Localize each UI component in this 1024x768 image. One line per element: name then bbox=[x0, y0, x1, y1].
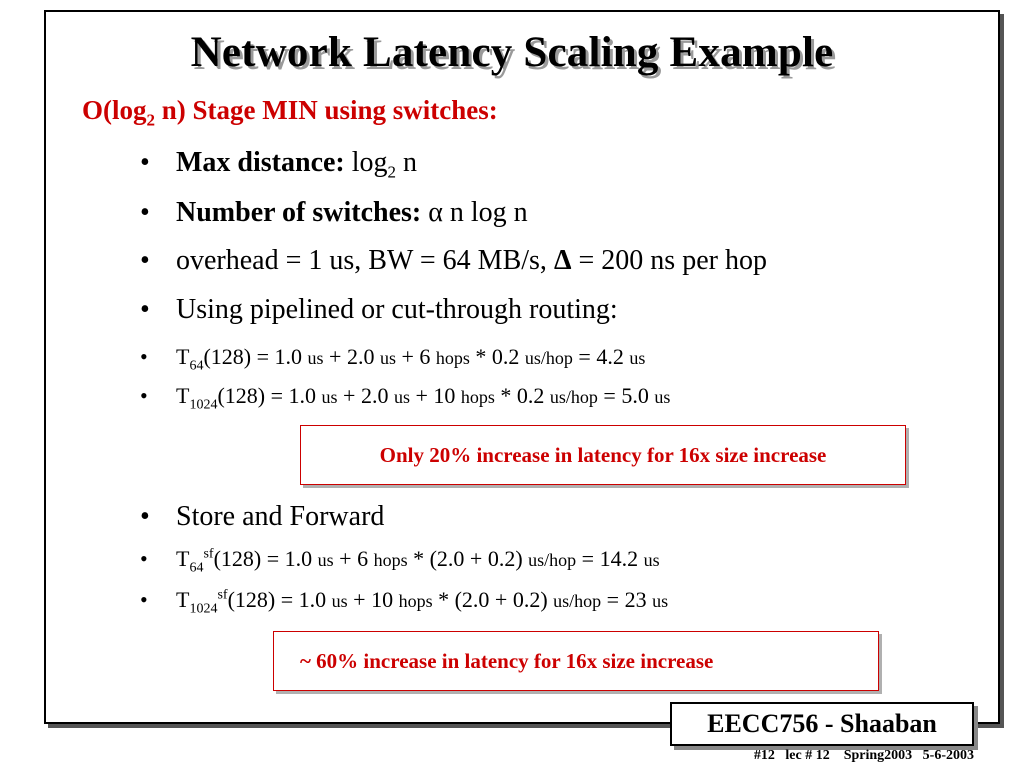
t1024sf-unit-3: us/hop bbox=[553, 591, 602, 611]
t1024-unit-4: us/hop bbox=[549, 387, 598, 407]
formula-t64 bbox=[140, 344, 646, 374]
bullet-dot: • bbox=[140, 344, 148, 369]
t64sf-unit-2: hops bbox=[373, 550, 408, 570]
t1024sf-sub: 1024 bbox=[189, 601, 218, 617]
t64sf-T: T bbox=[176, 546, 190, 571]
bullet-max-distance bbox=[140, 147, 418, 182]
t1024sf-unit-1: us bbox=[331, 591, 348, 611]
max-distance-post: n bbox=[396, 147, 418, 178]
t64-c: + 2.0 bbox=[323, 344, 380, 369]
callout-20-percent: Only 20% increase in latency for 16x size increase bbox=[300, 425, 906, 485]
store-forward-text: Store and Forward bbox=[176, 501, 385, 532]
bullet-dot: • bbox=[140, 383, 148, 408]
t1024-unit-3: hops bbox=[460, 387, 495, 407]
t1024sf-e: = 23 bbox=[601, 587, 653, 612]
t1024sf-b: (128) = 1.0 bbox=[227, 587, 332, 612]
t64-f: = 4.2 bbox=[572, 344, 630, 369]
formula-t1024 bbox=[140, 383, 671, 413]
t1024sf-c: + 10 bbox=[347, 587, 399, 612]
t64sf-b: (128) = 1.0 bbox=[213, 546, 318, 571]
t64-d: + 6 bbox=[395, 344, 436, 369]
t64-unit-2: us bbox=[379, 348, 396, 368]
t64sf-unit-4: us bbox=[643, 550, 660, 570]
t64sf-unit-1: us bbox=[317, 550, 334, 570]
slide-footer: #12 lec # 12 Spring2003 5-6-2003 bbox=[753, 748, 974, 763]
bullet-dot: • bbox=[140, 587, 148, 612]
num-switches-label: Number of switches: bbox=[176, 197, 422, 228]
t1024-c: + 2.0 bbox=[337, 383, 394, 408]
bullet-dot: • bbox=[140, 294, 150, 325]
t64-sub: 64 bbox=[189, 358, 204, 374]
t1024sf-T: T bbox=[176, 587, 190, 612]
subtitle-post: n) Stage MIN using switches: bbox=[155, 95, 498, 125]
t1024-d: + 10 bbox=[409, 383, 461, 408]
t64sf-c: + 6 bbox=[333, 546, 374, 571]
t1024sf-unit-2: hops bbox=[398, 591, 433, 611]
callout-60-percent: ~ 60% increase in latency for 16x size increase bbox=[273, 631, 879, 691]
max-distance-label: Max distance: bbox=[176, 147, 345, 178]
t64sf-e: = 14.2 bbox=[576, 546, 644, 571]
t64-e: * 0.2 bbox=[469, 344, 525, 369]
t64sf-sub: 64 bbox=[189, 560, 204, 576]
bullet-dot: • bbox=[140, 501, 150, 532]
max-distance-sub: 2 bbox=[387, 162, 397, 182]
num-switches-text: α n log n bbox=[421, 197, 528, 228]
slide-subtitle bbox=[82, 95, 498, 130]
t64-T: T bbox=[176, 344, 190, 369]
overhead-post: = 200 ns per hop bbox=[571, 245, 767, 276]
t1024-T: T bbox=[176, 383, 190, 408]
overhead-pre: overhead = 1 us, BW = 64 MB/s, bbox=[176, 245, 554, 276]
t1024-unit-1: us bbox=[321, 387, 338, 407]
t64-unit-4: us/hop bbox=[524, 348, 573, 368]
t1024sf-unit-4: us bbox=[652, 591, 669, 611]
formula-t1024-sf bbox=[140, 587, 669, 617]
t64sf-sup: sf bbox=[203, 546, 214, 562]
t64-unit-3: hops bbox=[435, 348, 470, 368]
t64sf-unit-3: us/hop bbox=[528, 550, 577, 570]
t1024-unit-2: us bbox=[393, 387, 410, 407]
max-distance-text: log bbox=[344, 147, 388, 178]
formula-t64-sf bbox=[140, 546, 660, 576]
t64-b: (128) = 1.0 bbox=[203, 344, 308, 369]
course-brand-box: EECC756 - Shaaban bbox=[670, 702, 974, 746]
t64-unit-5: us bbox=[629, 348, 646, 368]
bullet-overhead bbox=[140, 245, 767, 277]
bullet-number-of-switches bbox=[140, 197, 528, 229]
slide-title: Network Latency Scaling Example bbox=[190, 29, 834, 76]
t64-unit-1: us bbox=[307, 348, 324, 368]
t1024sf-d: * (2.0 + 0.2) bbox=[432, 587, 554, 612]
bullet-dot: • bbox=[140, 197, 150, 228]
bullet-dot: • bbox=[140, 546, 148, 571]
bullet-pipelined bbox=[140, 294, 618, 326]
t1024sf-sup: sf bbox=[217, 587, 228, 603]
delta-symbol: Δ bbox=[553, 245, 572, 276]
bullet-dot: • bbox=[140, 147, 150, 178]
t1024-sub: 1024 bbox=[189, 397, 218, 413]
t1024-b: (128) = 1.0 bbox=[217, 383, 322, 408]
t1024-f: = 5.0 bbox=[597, 383, 655, 408]
bullet-store-forward bbox=[140, 501, 384, 533]
subtitle-pre: O(log bbox=[82, 95, 147, 125]
pipelined-text: Using pipelined or cut-through routing: bbox=[176, 294, 618, 325]
t1024-e: * 0.2 bbox=[494, 383, 550, 408]
bullet-dot: • bbox=[140, 245, 150, 276]
subtitle-sub: 2 bbox=[146, 110, 155, 130]
t64sf-d: * (2.0 + 0.2) bbox=[407, 546, 529, 571]
t1024-unit-5: us bbox=[654, 387, 671, 407]
